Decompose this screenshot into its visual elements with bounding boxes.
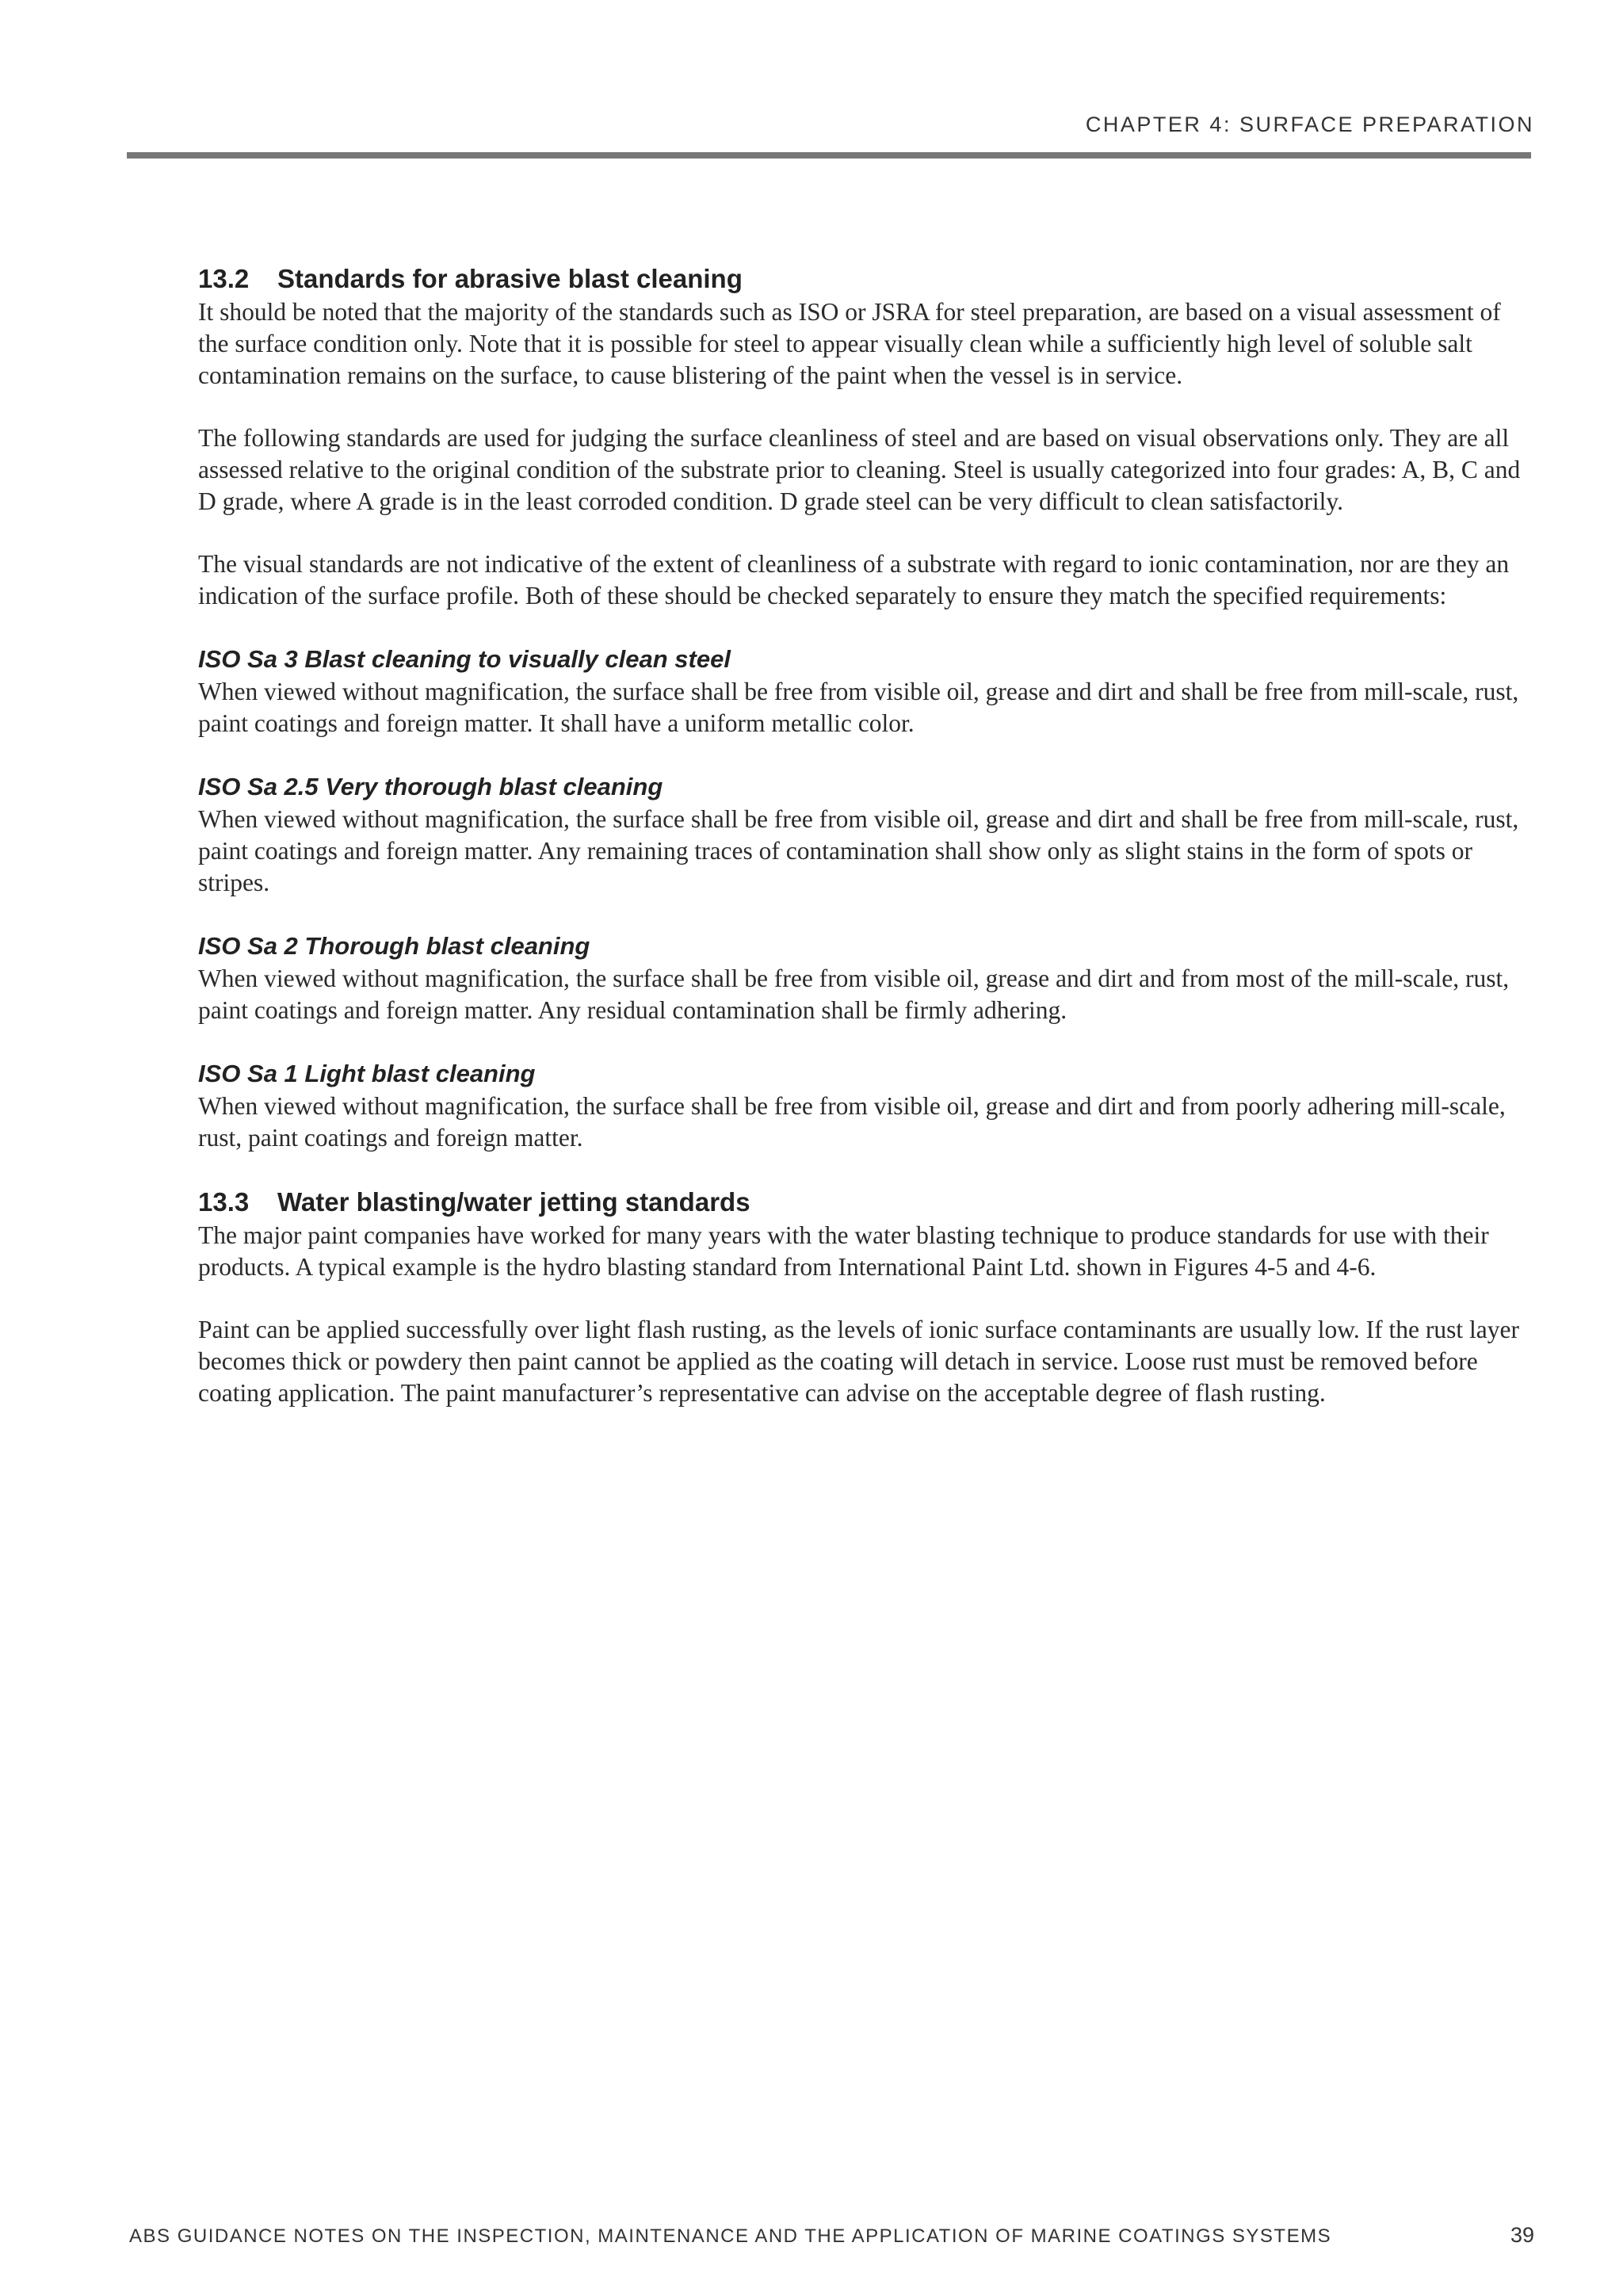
subsection-text: When viewed without magnification, the surface shall be free from visible oil, grease and dirt and from most of the mill-scale, rust, paint coatings and foreign matter. Any residual contamination shall be firmly adhering.: [198, 965, 1510, 1024]
running-header: CHAPTER 4: SURFACE PREPARATION: [1085, 113, 1534, 136]
running-footer: ABS GUIDANCE NOTES ON THE INSPECTION, MAINTENANCE AND THE APPLICATION OF MARINE COATINGS SYSTEMS: [129, 2225, 1332, 2247]
subsection-text: When viewed without magnification, the surface shall be free from visible oil, grease and dirt and from poorly adhering mill-scale, rust, paint coatings and foreign matter.: [198, 1092, 1506, 1152]
subheading-sa1: ISO Sa 1 Light blast cleaning: [198, 1060, 536, 1087]
section-heading-13-3: [198, 1185, 1529, 1220]
subsection-text: When viewed without magnification, the surface shall be free from visible oil, grease and dirt and shall be free from mill-scale, rust, paint coatings and foreign matter. Any remaining traces of contamination shall show only as slight stains in the form of spots or stripes.: [198, 805, 1519, 896]
section-number: 13.2: [198, 264, 250, 293]
section-number: 13.3: [198, 1187, 250, 1217]
subheading-sa2: ISO Sa 2 Thorough blast cleaning: [198, 932, 590, 960]
subsection-text: When viewed without magnification, the surface shall be free from visible oil, grease and dirt and shall be free from mill-scale, rust, paint coatings and foreign matter. It shall have a uniform metallic color.: [198, 678, 1519, 737]
paragraph: Paint can be applied successfully over light flash rusting, as the levels of ionic surface contaminants are usually low. If the rust layer becomes thick or powdery then paint cannot be applied as the coating will detach in service. Loose rust must be removed before coating application. The paint manufacturer’s representative can advise on the acceptable degree of flash rusting.: [198, 1316, 1519, 1407]
paragraph: The visual standards are not indicative of the extent of cleanliness of a substrate with regard to ionic contamination, nor are they an indication of the surface profile. Both of these should be checked separately to ensure they match the specified requirements:: [198, 550, 1510, 609]
section-title: Water blasting/water jetting standards: [277, 1187, 750, 1217]
section-title: Standards for abrasive blast cleaning: [277, 264, 743, 293]
subheading-sa3: ISO Sa 3 Blast cleaning to visually clean steel: [198, 645, 731, 673]
header-rule: [127, 152, 1531, 159]
paragraph: The major paint companies have worked for many years with the water blasting technique to produce standards for use with their products. A typical example is the hydro blasting standard from International Paint Ltd. shown in Figures 4-5 and 4-6.: [198, 1221, 1489, 1281]
page-content: [198, 262, 1529, 1409]
page-number: 39: [1510, 2223, 1534, 2247]
subheading-sa2-5: ISO Sa 2.5 Very thorough blast cleaning: [198, 773, 663, 800]
paragraph: It should be noted that the majority of the standards such as ISO or JSRA for steel preparation, are based on a visual assessment of the surface condition only. Note that it is possible for steel to appear visually clean while a sufficiently high level of soluble salt contamination remains on the surface, to cause blistering of the paint when the vessel is in service.: [198, 298, 1501, 389]
paragraph: The following standards are used for judging the surface cleanliness of steel and are based on visual observations only. They are all assessed relative to the original condition of the substrate prior to cleaning. Steel is usually categorized into four grades: A, B, C and D grade, where A grade is in the least corroded condition. D grade steel can be very difficult to clean satisfactorily.: [198, 424, 1521, 515]
section-heading-13-2: [198, 262, 1529, 296]
